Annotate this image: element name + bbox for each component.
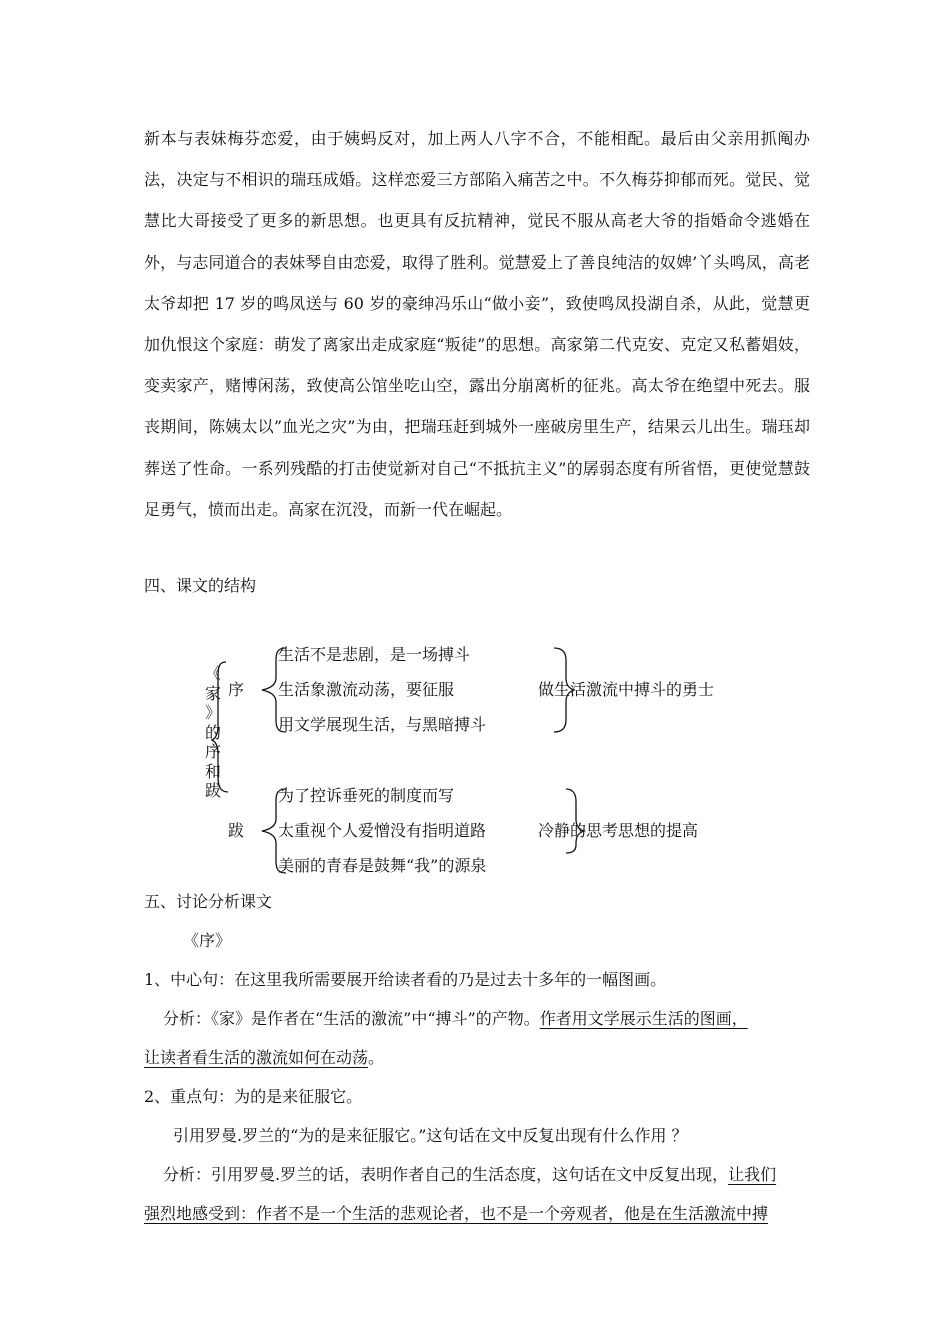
preface-item: 用文学展现生活，与黑暗搏斗: [278, 715, 487, 734]
q1-analysis-line: 让读者看生活的激流如何在动荡。: [144, 1048, 385, 1067]
subheading: 《序》: [183, 931, 232, 950]
section-heading: 五、讨论分析课文: [144, 892, 273, 911]
q2-question: 引用罗曼.罗兰的“为的是来征服它。”这句话在文中反复出现有什么作用 ？: [173, 1126, 688, 1145]
postscript-item: 太重视个人爱憎没有指明道路: [278, 821, 487, 840]
postscript-item: 美丽的青春是鼓舞“我”的源泉: [278, 856, 487, 875]
q1-analysis-line: 分析：《家》是作者在“生活的激流”中“搏斗”的产物。作者用文学展示生活的图画，: [163, 1009, 748, 1028]
section-heading: 四、课文的结构: [144, 576, 257, 595]
preface-item: 生活不是悲剧，是一场搏斗: [278, 645, 471, 664]
q2-analysis-line: 强烈地感受到：作者不是一个生活的悲观论者，也不是一个旁观者，他是在生活激流中搏: [144, 1204, 769, 1223]
diagram-title: 《 家 》 的 序 和 跋: [204, 664, 221, 800]
q1-title: 1、中心句：在这里我所需要展开给读者看的乃是过去十多年的一幅图画。: [144, 970, 667, 989]
postscript-label: 跋: [228, 821, 245, 840]
q2-analysis-line: 分析：引用罗曼.罗兰的话，表明作者自己的生活态度，这句话在文中反复出现，让我们: [163, 1165, 777, 1184]
preface-conclusion: 做生活激流中搏斗的勇士: [538, 680, 715, 699]
postscript-item: 为了控诉垂死的制度而写: [278, 786, 455, 805]
preface-label: 序: [228, 680, 245, 699]
intro-paragraph: 新本与表妹梅芬恋爱，由于姨蚂反对，加上两人八字不合，不能相配。最后由父亲用抓阄办法，决定与不相识的瑞珏成婚。这样恋爱三方部陷入痛苦之中。不久梅芬抑郁而死。觉民、觉慧比大哥接受了更多的新思想。也更具有反抗精神，觉民不服从高老大爷的指婚命令逃婚在外，与志同道合的表妹琴自由恋爱，取得了胜利。觉慧爱上了善良纯洁的奴婢’丫头鸣凤，高老太爷却把 17 岁的鸣凤送与 60 岁的豪绅冯乐山“做小妾”，致使鸣凤投湖自杀，从此，觉慧更加仇恨这个家庭：萌发了离家出走成家庭“叛徒”的思想。高家第二代克安、克定又私蓄娼妓，变卖家产，赌博闲荡，致使高公馆坐吃山空，露出分崩离析的征兆。高太爷在绝望中死去。服丧期间，陈姨太以”血光之灾”为由，把瑞珏赶到城外一座破房里生产，结果云儿出生。瑞珏却葬送了性命。一系列残酷的打击使觉新对自己“不抵抗主义”的孱弱态度有所省悟，更使觉慧鼓足勇气，愤而出走。高家在沉没，而新一代在崛起。: [144, 129, 810, 519]
preface-item: 生活象激流动荡，要征服: [278, 680, 455, 699]
postscript-conclusion: 冷静的思考思想的提高: [538, 821, 699, 840]
q2-title: 2、重点句：为的是来征服它。: [144, 1087, 363, 1106]
